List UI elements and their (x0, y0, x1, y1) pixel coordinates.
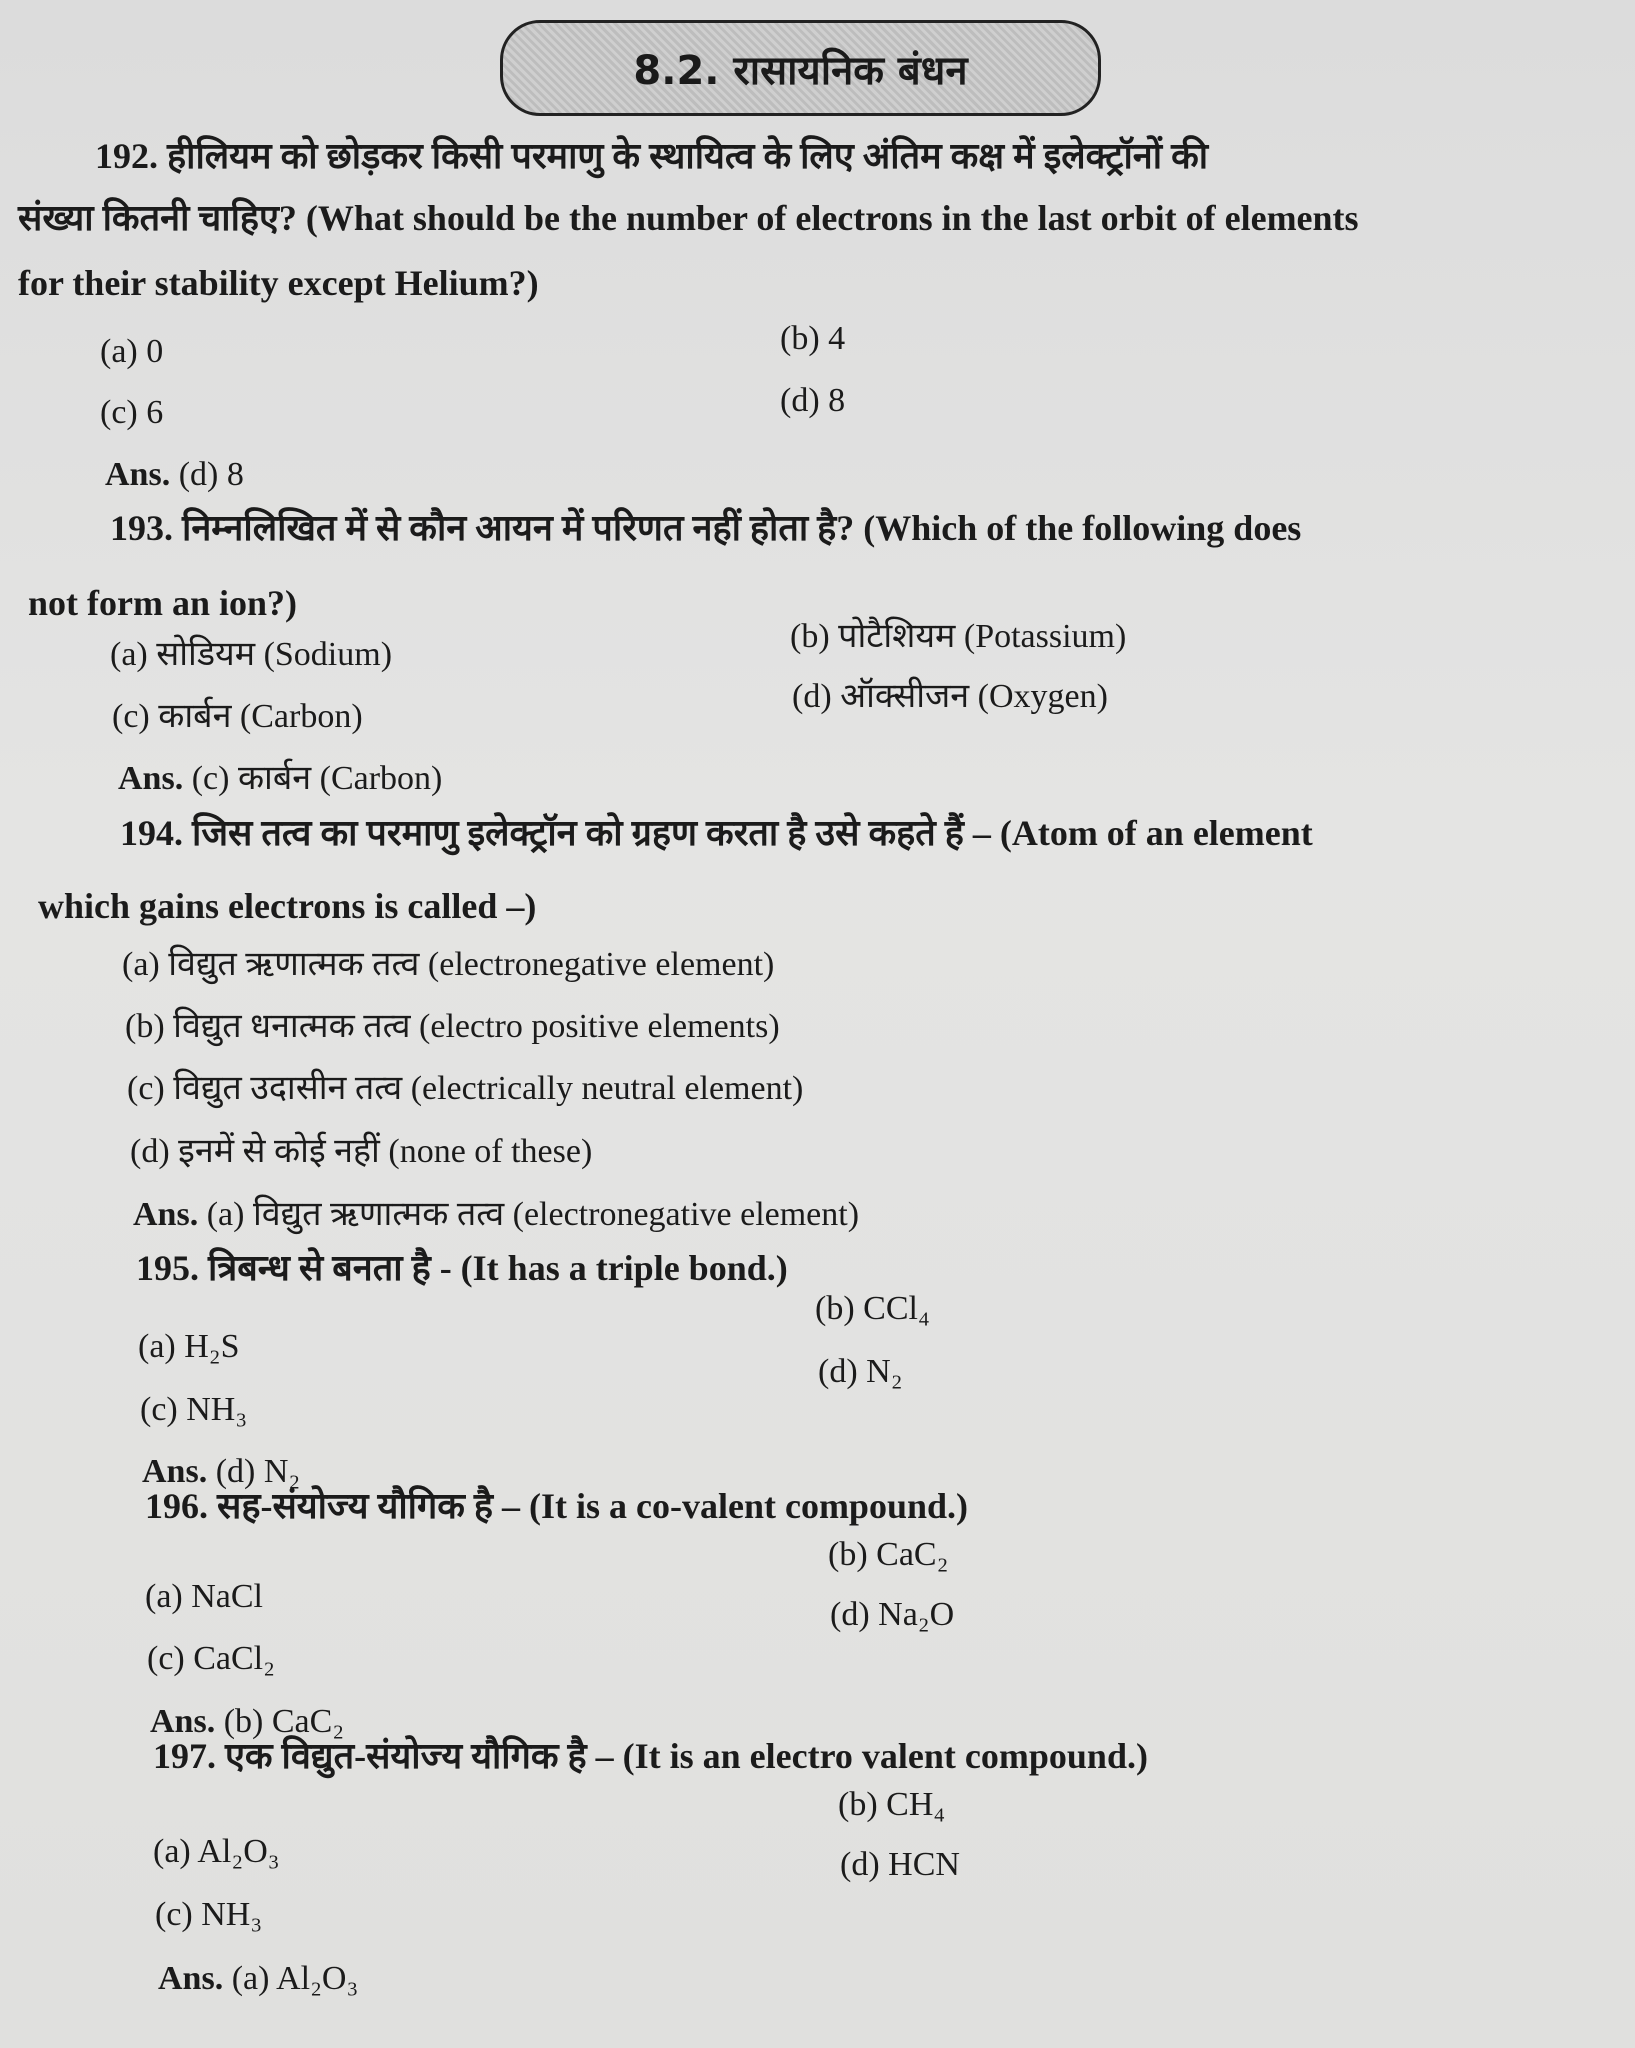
option-197-a: (a) Al₂O₃ (153, 1833, 280, 1870)
answer-text: (b) CaC₂ (223, 1703, 345, 1740)
section-title-box (500, 20, 1101, 116)
option-196-a: (a) NaCl (145, 1578, 264, 1615)
answer-label: Ans. (150, 1703, 216, 1740)
option-192-b: (b) 4 (780, 320, 846, 357)
option-192-c: (c) 6 (100, 394, 164, 431)
question-192-line-1: 192. हीलियम को छोड़कर किसी परमाणु के स्थायित्व के लिए अंतिम कक्ष में इलेक्ट्रॉनों की (95, 136, 1209, 176)
option-193-d: (d) ऑक्सीजन (Oxygen) (792, 678, 1108, 715)
question-192-line-2: संख्या कितनी चाहिए? (What should be the number of electrons in the last orbit of elements (18, 198, 1359, 238)
answer-196 (150, 1705, 344, 1739)
answer-text: (a) विद्युत ऋणात्मक तत्व (electronegative element) (206, 1196, 860, 1233)
answer-194 (133, 1198, 859, 1232)
option-195-a: (a) H₂S (138, 1328, 240, 1365)
option-195-c: (c) NH₃ (140, 1391, 248, 1428)
question-193-line-1: 193. निम्नलिखित में से कौन आयन में परिणत नहीं होता है? (Which of the following does (110, 508, 1302, 548)
question-193-line-2: not form an ion?) (28, 583, 297, 623)
answer-label: Ans. (158, 1960, 224, 1997)
question-194-line-2: which gains electrons is called –) (38, 886, 537, 926)
option-197-d: (d) HCN (840, 1846, 960, 1883)
option-193-b: (b) पोटैशियम (Potassium) (790, 618, 1127, 655)
question-197-line-1: 197. एक विद्युत-संयोज्य यौगिक है – (It is an electro valent compound.) (153, 1736, 1148, 1776)
question-194-line-1: 194. जिस तत्व का परमाणु इलेक्ट्रॉन को ग्रहण करता है उसे कहते हैं – (Atom of an element (120, 813, 1313, 853)
answer-193 (118, 762, 442, 796)
answer-text: (a) Al₂O₃ (231, 1960, 359, 1997)
option-197-b: (b) CH₄ (838, 1786, 946, 1823)
option-196-c: (c) CaCl₂ (147, 1640, 275, 1677)
option-194-b: (b) विद्युत धनात्मक तत्व (electro positive elements) (125, 1008, 780, 1045)
option-194-d: (d) इनमें से कोई नहीं (none of these) (130, 1133, 593, 1170)
option-195-d: (d) N₂ (818, 1353, 903, 1390)
option-194-c: (c) विद्युत उदासीन तत्व (electrically neutral element) (127, 1070, 804, 1107)
answer-label: Ans. (133, 1196, 199, 1233)
answer-label: Ans. (105, 456, 171, 493)
option-195-b: (b) CCl₄ (815, 1290, 930, 1327)
option-197-c: (c) NH₃ (155, 1896, 263, 1933)
section-title: 8.2. रासायनिक बंधन (633, 47, 968, 94)
option-193-c: (c) कार्बन (Carbon) (112, 698, 363, 735)
answer-label: Ans. (142, 1453, 208, 1490)
answer-195 (142, 1455, 300, 1489)
option-194-a: (a) विद्युत ऋणात्मक तत्व (electronegative element) (122, 946, 775, 983)
question-196-line-1: 196. सह-संयोज्य यौगिक है – (It is a co-valent compound.) (145, 1486, 969, 1526)
answer-text: (d) N₂ (215, 1453, 301, 1490)
answer-192 (105, 458, 244, 492)
option-196-d: (d) Na₂O (830, 1596, 955, 1633)
option-196-b: (b) CaC₂ (828, 1536, 949, 1573)
question-192-line-3: for their stability except Helium?) (18, 263, 539, 303)
question-195-line-1: 195. त्रिबन्ध से बनता है - (It has a triple bond.) (136, 1248, 788, 1288)
option-192-a: (a) 0 (100, 333, 164, 370)
option-192-d: (d) 8 (780, 382, 846, 419)
answer-text: (c) कार्बन (Carbon) (191, 760, 443, 797)
answer-197 (158, 1962, 358, 1996)
answer-label: Ans. (118, 760, 184, 797)
option-193-a: (a) सोडियम (Sodium) (110, 636, 393, 673)
answer-text: (d) 8 (178, 456, 244, 493)
